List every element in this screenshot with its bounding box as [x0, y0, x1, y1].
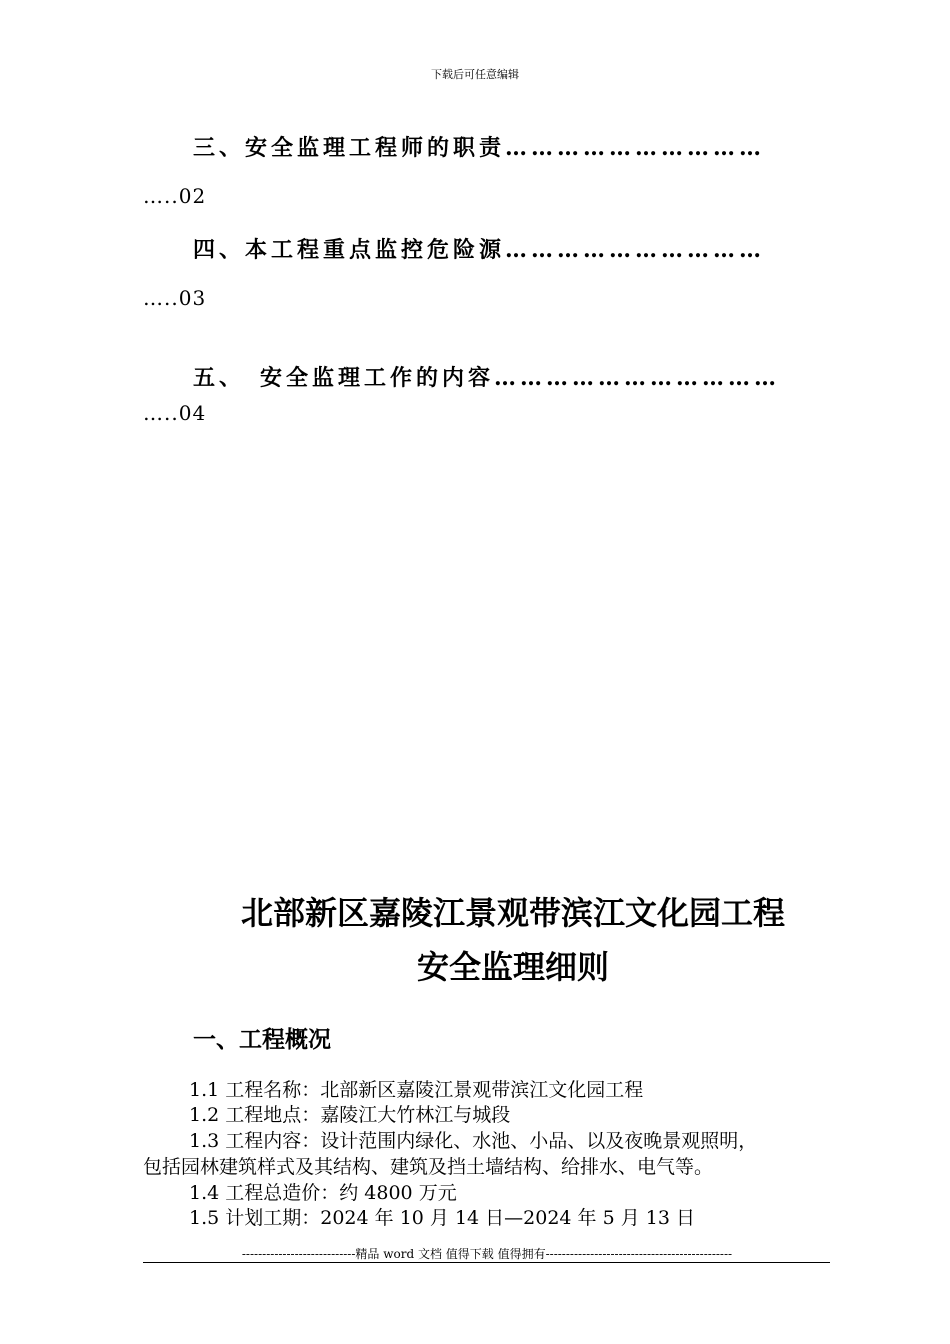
footer-divider [143, 1262, 830, 1263]
document-title: 北部新区嘉陵江景观带滨江文化园工程 [240, 894, 785, 932]
toc-entry-5-heading[interactable]: 五、 安全监理工作的内容…………………………… [193, 365, 781, 391]
toc-entry-5-page: …..04 [143, 401, 207, 425]
project-content-line: 1.3 工程内容：设计范围内绿化、水池、小品、以及夜晚景观照明， [189, 1130, 758, 1152]
project-cost-line: 1.4 工程总造价：约 4800 万元 [189, 1182, 457, 1204]
project-name-line: 1.1 工程名称：北部新区嘉陵江景观带滨江文化园工程 [189, 1079, 644, 1101]
page-footer: ----------------------------精品 word 文档 值得下载 值得拥有---------------------------------------------- [241, 1247, 733, 1261]
toc-entry-4-heading[interactable]: 四、本工程重点监控危险源………………………… [193, 237, 766, 263]
project-schedule-line: 1.5 计划工期：2024 年 10 月 14 日—2024 年 5 月 13 日 [189, 1207, 695, 1229]
document-subtitle: 安全监理细则 [416, 948, 609, 986]
project-content-line-cont: 包括园林建筑样式及其结构、建筑及挡土墙结构、给排水、电气等。 [143, 1156, 714, 1178]
project-location-line: 1.2 工程地点：嘉陵江大竹林江与城段 [189, 1104, 511, 1126]
page-header: 下载后可任意编辑 [431, 68, 519, 81]
toc-entry-3-heading[interactable]: 三、安全监理工程师的职责………………………… [193, 135, 766, 161]
toc-entry-3-page: …..02 [143, 184, 207, 208]
toc-entry-4-page: …..03 [143, 286, 207, 310]
section-heading-overview: 一、工程概况 [193, 1026, 331, 1053]
